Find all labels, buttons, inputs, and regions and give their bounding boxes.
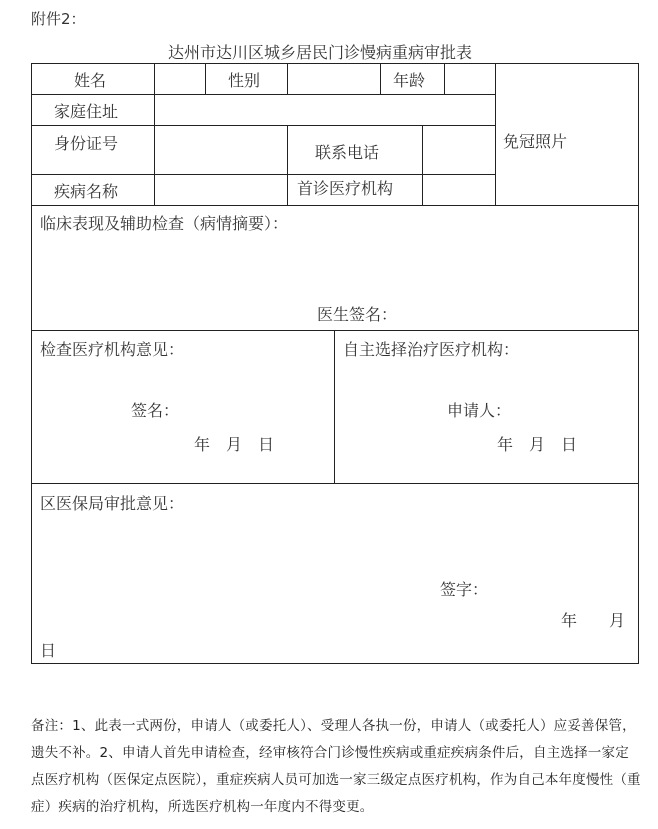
gender-label: 性别 xyxy=(228,71,261,90)
applicant-date: 年 月 日 xyxy=(497,435,578,454)
doctor-signature-label: 医生签名： xyxy=(317,305,398,324)
clinical-summary-label: 临床表现及辅助检查（病情摘要）： xyxy=(40,214,289,233)
form-notes: 备注：1、此表一式两份，申请人（或委托人）、受理人各执一份，申请人（或委托人）应妥善保管，遗失不补。2、申请人首先申请检查，经审核符合门诊慢性疾病或重症疾病条件后，自主选择一家定点医疗机构（医保定点医院），重症疾病人员可加选一家三级定点医疗机构，作为自己本年度慢性（重症）疾病的治疗机构，所选医疗机构一年度内不得变更。 xyxy=(31,718,641,815)
district-date-year-month: 年 月 xyxy=(561,611,626,630)
age-label: 年龄 xyxy=(393,71,426,90)
photo-placeholder: 免冠照片 xyxy=(503,132,568,151)
chosen-institution-label: 自主选择治疗医疗机构： xyxy=(343,340,520,359)
exam-opinion-label: 检查医疗机构意见： xyxy=(40,340,185,359)
exam-signature-label: 签名： xyxy=(131,401,180,420)
form-title: 达州市达川区城乡居民门诊慢病重病审批表 xyxy=(168,43,473,62)
id-number-label: 身份证号 xyxy=(54,134,119,153)
address-label: 家庭住址 xyxy=(54,102,119,121)
disease-label: 疾病名称 xyxy=(54,182,119,201)
exam-date: 年 月 日 xyxy=(194,435,275,454)
district-date-day: 日 xyxy=(40,641,57,660)
applicant-label: 申请人： xyxy=(447,401,512,420)
first-institution-label: 首诊医疗机构 xyxy=(297,179,394,198)
district-approval-label: 区医保局审批意见： xyxy=(40,494,185,513)
attachment-label: 附件2： xyxy=(31,10,86,28)
district-signature-label: 签字： xyxy=(440,580,489,599)
phone-label: 联系电话 xyxy=(315,143,380,162)
name-label: 姓名 xyxy=(74,71,107,90)
